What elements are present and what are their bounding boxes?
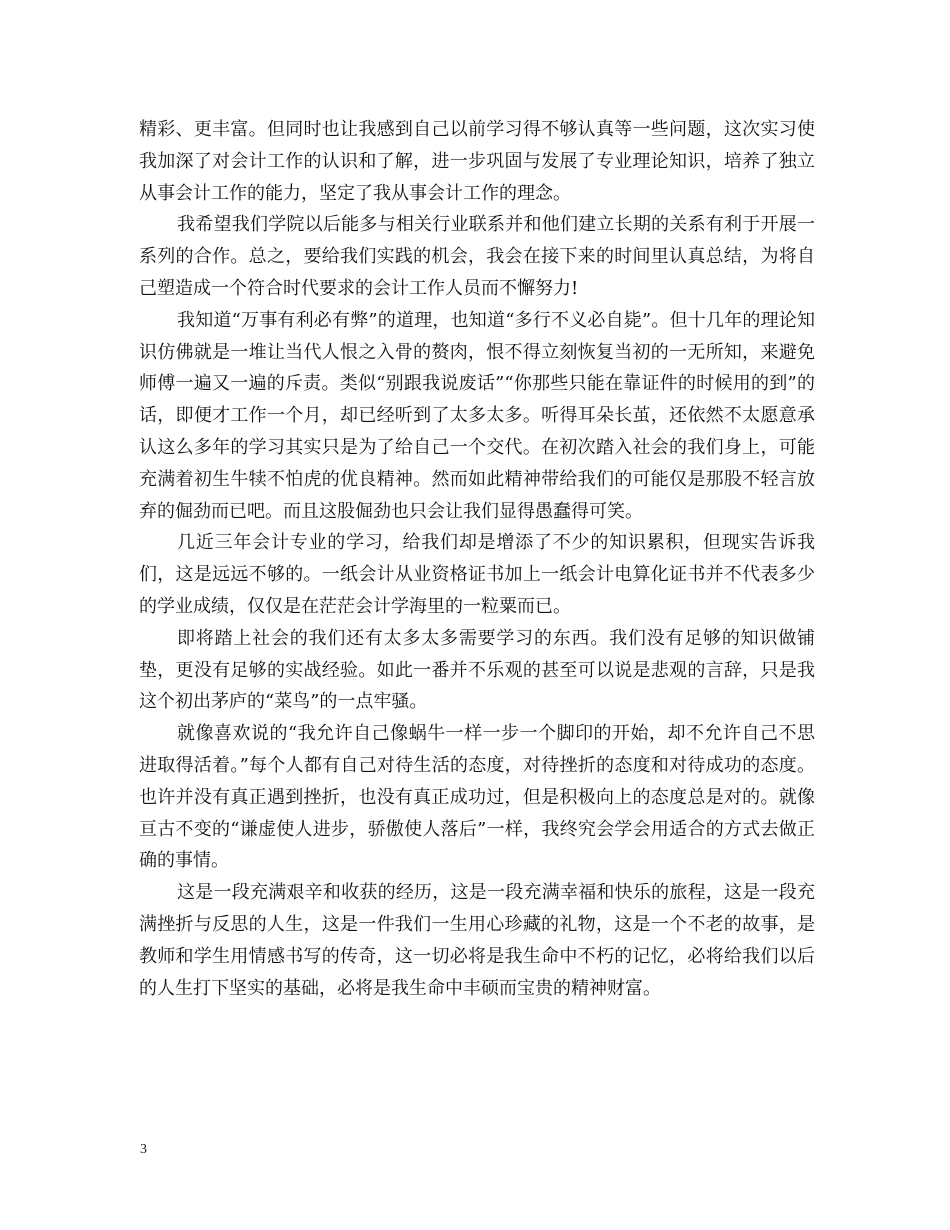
paragraph: 即将踏上社会的我们还有太多太多需要学习的东西。我们没有足够的知识做铺垫，更没有足够的实战经验。如此一番并不乐观的甚至可以说是悲观的言辞，只是我这个初出茅庐的“菜鸟”的一点牢骚。 [139,627,815,713]
body-text [139,114,815,1004]
paragraph: 我希望我们学院以后能多与相关行业联系并和他们建立长期的关系有利于开展一系列的合作。总之，要给我们实践的机会，我会在接下来的时间里认真总结，为将自己塑造成一个符合时代要求的会计工作人员而不懈努力! [139,214,815,299]
paragraph: 精彩、更丰富。但同时也让我感到自己以前学习得不够认真等一些问题，这次实习使我加深了对会计工作的认识和了解，进一步巩固与发展了专业理论知识，培养了独立从事会计工作的能力，坚定了我从事会计工作的理念。 [139,119,815,204]
paragraph: 几近三年会计专业的学习，给我们却是增添了不少的知识累积，但现实告诉我们，这是远远不够的。一纸会计从业资格证书加上一纸会计电算化证书并不代表多少的学业成绩，仅仅是在茫茫会计学海里的一粒粟而已。 [139,532,815,617]
paragraph: 就像喜欢说的“我允许自己像蜗牛一样一步一个脚印的开始，却不允许自己不思进取得活着。”每个人都有自己对待生活的态度，对待挫折的态度和对待成功的态度。也许并没有真正遇到挫折，也没有真正成功过，但是积极向上的态度总是对的。就像亘古不变的“谦虚使人进步，骄傲使人落后”一样，我终究会学会用适合的方式去做正确的事情。 [139,723,815,872]
page-number: 3 [140,1142,147,1157]
paragraph: 我知道“万事有利必有弊”的道理，也知道“多行不义必自毙”。但十几年的理论知识仿佛就是一堆让当代人恨之入骨的赘肉，恨不得立刻恢复当初的一无所知，来避免师傅一遍又一遍的斥责。类似“别跟我说废话”“你那些只能在靠证件的时候用的到”的话，即便才工作一个月，却已经听到了太多太多。听得耳朵长茧，还依然不太愿意承认这么多年的学习其实只是为了给自己一个交代。在初次踏入社会的我们身上，可能充满着初生牛犊不怕虎的优良精神。然而如此精神带给我们的可能仅是那股不轻言放弃的倔劲而已吧。而且这股倔劲也只会让我们显得愚蠢得可笑。 [139,309,815,522]
paragraph: 这是一段充满艰辛和收获的经历，这是一段充满幸福和快乐的旅程，这是一段充满挫折与反思的人生，这是一件我们一生用心珍藏的礼物，这是一个不老的故事，是教师和学生用情感书写的传奇，这一切必将是我生命中不朽的记忆，必将给我们以后的人生打下坚实的基础，必将是我生命中丰硕而宝贵的精神财富。 [139,882,815,999]
